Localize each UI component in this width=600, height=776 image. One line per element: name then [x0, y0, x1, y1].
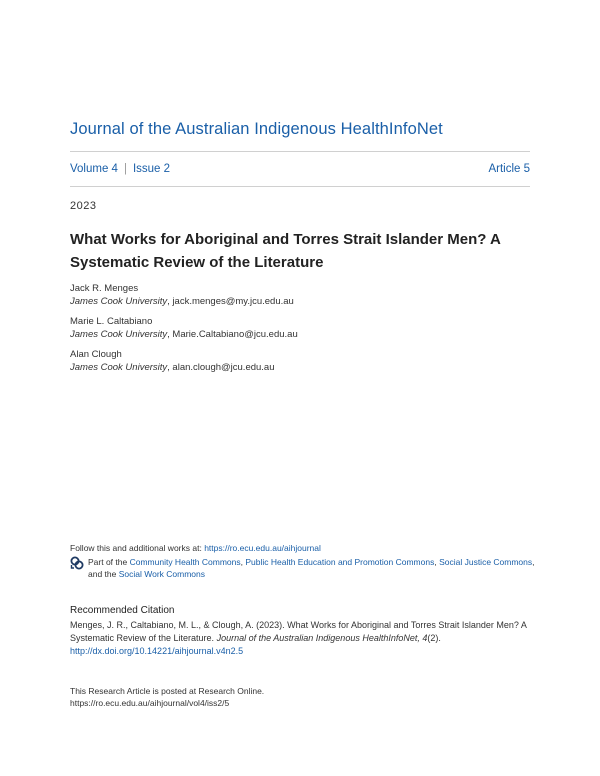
part-of-text [88, 556, 540, 580]
footer-line-1: This Research Article is posted at Research Online. [70, 686, 265, 696]
part-of-section [70, 556, 540, 580]
citation-issue: (2). [427, 633, 441, 643]
commons-link-social-justice[interactable]: Social Justice Commons [439, 557, 533, 567]
author-name: Alan Clough [70, 349, 122, 360]
volume-link[interactable]: Volume 4 [70, 163, 118, 175]
bottom-divider [70, 186, 530, 187]
follow-link[interactable]: https://ro.ecu.edu.au/aihjournal [204, 543, 321, 553]
author-email[interactable]: alan.clough@jcu.edu.au [172, 362, 275, 373]
author-block-3 [70, 349, 530, 373]
author-affiliation: James Cook University, alan.clough@jcu.edu.au [70, 362, 275, 373]
commons-separator: , [240, 557, 246, 567]
footer-line-2[interactable]: https://ro.ecu.edu.au/aihjournal/vol4/iss2/5 [70, 698, 230, 708]
publication-year: 2023 [70, 200, 97, 212]
recommended-citation-heading: Recommended Citation [70, 605, 175, 616]
part-of-prefix: Part of the [88, 557, 130, 567]
affiliation-name: James Cook University [70, 296, 168, 307]
article-title: What Works for Aboriginal and Torres Strait Islander Men? A Systematic Review of the Literature [70, 231, 501, 271]
issue-separator: | [123, 163, 127, 175]
journal-title[interactable]: Journal of the Australian Indigenous HealthInfoNet [70, 120, 443, 138]
commons-separator: , [434, 557, 440, 567]
affiliation-name: James Cook University [70, 362, 168, 373]
author-block-1 [70, 283, 530, 307]
citation-journal: Journal of the Australian Indigenous HealthInfoNet, 4 [216, 633, 428, 643]
author-affiliation: James Cook University, jack.menges@my.jcu.edu.au [70, 296, 294, 307]
author-block-2 [70, 316, 530, 340]
author-name: Marie L. Caltabiano [70, 316, 153, 327]
commons-link-community-health[interactable]: Community Health Commons [129, 557, 241, 567]
commons-network-icon [70, 556, 84, 570]
commons-separator: , and the [88, 557, 535, 579]
follow-text: Follow this and additional works at: [70, 543, 205, 553]
affiliation-name: James Cook University [70, 329, 168, 340]
author-name: Jack R. Menges [70, 283, 139, 294]
commons-link-social-work[interactable]: Social Work Commons [118, 569, 206, 579]
author-affiliation: James Cook University, Marie.Caltabiano@jcu.edu.au [70, 329, 298, 340]
volume-issue [70, 163, 170, 175]
footer-note [70, 685, 530, 709]
recommended-citation-text [70, 619, 535, 658]
follow-line [70, 542, 530, 554]
commons-link-public-health-education[interactable]: Public Health Education and Promotion Commons [245, 557, 435, 567]
article-number[interactable]: Article 5 [488, 163, 530, 175]
issue-link[interactable]: Issue 2 [132, 163, 171, 175]
citation-body: Menges, J. R., Caltabiano, M. L., & Clough, A. (2023). What Works for Aboriginal and Torres Strait Islander Men? A Systematic Review of the Literature. [70, 620, 527, 643]
author-email[interactable]: jack.menges@my.jcu.edu.au [172, 296, 294, 307]
issue-line [70, 163, 530, 175]
citation-doi-link[interactable]: http://dx.doi.org/10.14221/aihjournal.v4n2.5 [70, 646, 244, 656]
author-email[interactable]: Marie.Caltabiano@jcu.edu.au [172, 329, 298, 340]
top-divider [70, 151, 530, 152]
